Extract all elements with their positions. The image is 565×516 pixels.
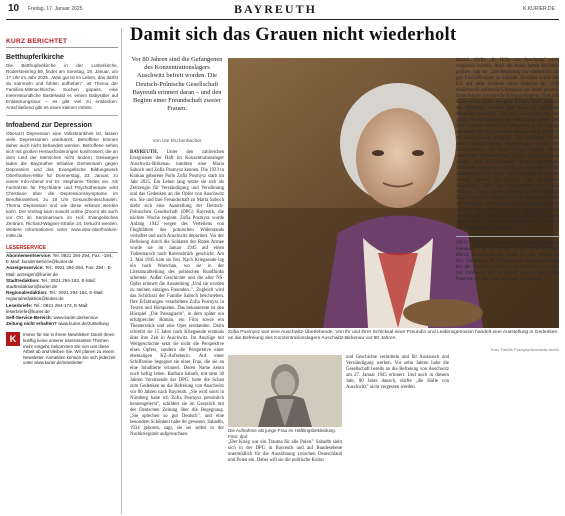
article-headline: Damit sich das Grauen nicht wiederholt <box>130 25 457 45</box>
news-item-heading: Betthupferlkirche <box>6 54 64 61</box>
article-column <box>130 150 224 512</box>
article-column: „Der Krieg war ein Trauma für alle Polen." Sabadth sieht sich in der DPG in Bayreuth und auf Bundesebene unermüdlich für die Aussöhnung zwischen Deutschland und Polen ein. Dabei will sie die politische Kultur <box>228 440 342 463</box>
sidebar <box>6 22 118 514</box>
historical-photo-illustration <box>228 355 342 427</box>
historical-photo-credit: Foto: dpd <box>228 433 248 439</box>
news-item-heading: Infoabend zur Depression <box>6 122 92 129</box>
service-list <box>6 253 118 327</box>
kurier-logo-icon: K <box>6 332 20 346</box>
historical-photo <box>228 355 342 427</box>
service-line: Regionalredaktion: Tel.: 0921 294-164, E-Mail: regionalredaktion@kurier.de <box>6 290 104 302</box>
historical-photo-caption: Die Aufnahme als junge Frau im Häftlingsbekleidung. Foto: dpd <box>228 428 337 439</box>
article-byline: Von Ute Eschenbacher <box>152 139 202 144</box>
column-divider <box>121 28 122 514</box>
dateline: BAYREUTH. <box>130 150 158 155</box>
article-column: und Geschichte vermitteln und für Austausch und Verständigung werben. Vor zehn Jahren habe die Gesellschaft bereits an die Befreiung von Auschwitz am 27. Januar 1945 erinnert. Und auch in diesem Jahr, 80 Jahre danach, dürfte „die Hölle von Auschwitz" nicht vergessen werden. <box>346 355 449 390</box>
header-url[interactable]: K.KURIER.DE <box>523 6 555 12</box>
info-box-text: INFO. „Und sie wurden zu meinen einzigen Freunden..", bis 24. Januar, 18 Uhr, Stadtbibliothek RW21, Richard-Wagner-Straße 21. Der Eintritt ist frei. Führungen für Schulklassen nach Anmeldung bei der Deutsch-Polnischen Gesellschaft Bayreuth. Zur Eröffnung spricht Leszek Szuster über Zofia Posmysz und die Geschichte der Ausstellung. <box>456 241 559 282</box>
article-body-text: danach, dürfte „die Hölle von Auschwitz" nicht vergessen werden. Auch die Polen hatten furchtbar gelitten, sagt sie. „Die Besatzung war schrecklich. Es gab Erschießungen, so Sabadth. Errichtet wurde das KZ auf dem Gelände einer Kaserne im 1940 zunächst für politische Gefangene aus Polen genutzt. Dann folgten sowjetische Kriegsgefangene, Sinti und Roma sowie Juden aus ganz Europa. Nach Wunsch der Historiker wurden dort etwa 1,1 Millionen Menschen ermordet. Das KZ Auschwitz war das größte Vernichtungslager der Nationalsozialisten. Bei ihrer Ankunft wurden die Menschen an der Rampe selektiert: Wer nicht arbeiten konnte, wurde direkt in die Gaskammern geschickt. Die Häftlinge lebten unter unmenschlichen Bedingungen. Unter den Überlebenden war auch Marta Saboch, deren Geschichte die Ausstellung erzählt. Die Ausstellung wurde vom Internationalen Begegnungszentrum Oświęcim konzipiert und ist in Bayreuth in der Stadtbibliothek zu sehen. Der langjährige IBS-Leiter Leszek Szuster ist Kurator der Bayreuther Ausstellung über den Briefwechsel von Zofia Posmysz. Diese wurde bereits in Krakau gezeigt. Ergänzt wird die Schau durch ein Begleitprogramm mit Vorträgen und Führungen für Schulklassen. Ziel sei es, die Erinnerung an das Geschehene wachzuhalten, betont Sabadth. Junge Menschen sollen erfahren, was damals geschehen ist, damit sich das Grauen nicht wiederholt. <box>456 58 559 231</box>
news-item-text: Oberarzt Depression eine Volkskrankheit ist, lassen viele Depressionen unerkannt, Betroffene können daher auch nicht behandelt werden. Betroffene sehen sich mit großen Herausforderungen konfrontiert, die an dem Leid der Menschen nicht ändern. Deswegen laden die Bayreuther Initiative Gemeinsam gegen Depression und das Evangelische Bildungswerk Oberfranken-Mitte für Donnerstag, 23. Januar, zu einem Info-Abend mit Dr. Stephanie Tiedes ein. Als Fachärztin für Psychiatrie und Psychotherapie wird Christiane über die Depressionssymptome im Berufskrankheit, zu 19 Uhr Gesundheitsschaulen. Thema Depression und wie diese erkannt werden kann. Der Vortrag kann sowohl online (Zoom) als auch vor Ort im Seminarraum im Hof, Evangelisches Zentrum, Richard-Wagner-Straße 24, besucht werden. Weitere Informationen unter www.ebw-oberfranken-mitte.de. <box>6 131 118 238</box>
section-title: BAYREUTH <box>234 2 317 16</box>
newsletter-promo-text: Immer für Sie in Ihrem Newsletter! Damit Ihnen künftig keine unserer interessanten Themen mehr entgeht, bekommen Sie von uns diese Arbeit ab und bleiben Sie. Wir planen zu einem Newsletter. Anmelden können Sie sich jederzeit unter www.kurier.de/newsletter <box>23 332 116 366</box>
leserservice-title: LESERSERVICE <box>6 245 118 253</box>
service-line: Abonnementservice: Tel. 0921 294-294, Fax: -194, E-Mail: kundenservice@kurier.de <box>6 253 113 265</box>
news-item-text: Die Betthupferlkirche in der Lutherkirche, Rodersteinring 89, findet am Sonntag, 19. Januar, um 17 Uhr im Jahr 2025. „Was gut ist im Leben, das darfst du sammeln und fühlen aufheben", ist Thema der Familien-Mitmachkirche. Suchen gopass, eine meereskundliche Bastelwald er, einem Babysitter auf Entdeckungstour – es gibt viel zu entdecken. Anschließend gibt es einen kleinen Imbiss. <box>6 63 118 110</box>
newsletter-promo[interactable] <box>6 332 118 366</box>
service-line: Anzeigenservice: Tel.: 0921 294-294, Fax: 294-. E-Mail: anzeigen@kurier.de <box>6 265 113 277</box>
page-number: 10 <box>8 3 20 14</box>
service-line: Stadtredaktion: Tel.: 0921 294-163, E-Mail: stadtredaktion@kurier.de <box>6 277 96 290</box>
divider <box>456 236 559 237</box>
article-deck: Vor 80 Jahren sind die Gefangenen des Konzentrationslagers Auschwitz befreit worden. Die Deutsch-Polnische Gesellschaft Bayreuth erinnert daran – und den Beginn einer Freundschaft zweier Frauen. <box>131 56 223 113</box>
service-line: Leserbriefe: Tel.: 0921 294-173, E-Mail: leserbriefe@kurier.de <box>6 302 89 314</box>
article-body-text: Unter den zahlreichen Ereignissen der Haft im Konzentrationslager Auschwitz-Birkenau inmitten eine Maria Saboch und Zofia Posmysz kennen. Die 1923 in Krakau geborene Polin Zofia Posmysz starb im Jahr 2025. Ein Leben lang setzte sie sich als Zeitzeugin für Verständigung und Versöhnung und das Gedenken an die Opfer von Auschwitz ein. Sie und ihre Freundschaft zu Marta Saboch dreht sich eine Ausstellung der Deutsch-Polnischen Gesellschaft (DPG) Bayreuth, die nächste Woche beginnt. Zofia Posmysz wurde Anfang 1942 wegen des Verteilens von Flugblättern des polnischen Widerstands verhaftet und nach Auschwitz deportiert. Vor der Befreiung durch die Soldaten der Roten Armee wurde sie im Januar 1945 auf einen Todesmarsch nach Ravensbrück geschickt. Am 2. Mai 1945 kam sie frei. Nach Kriegsende lag ein nach Warschau, wo sie in der Literaturabteilung des polnischen Rundfunks arbeitete. Außer Geschichte und die aller NS-Opfer erinnert die Ausstellung „Und sie wurden zu meinen einzigen Freunden..". Zugleich wird das Schicksal der Familie Saboch beschrieben. Ihre Erfahrungen verarbeitete Zofia Posmysz in Texten und Hörspielen. Das bekannteste ist den Hörspiel „Die Passagierin", in dem später ein erfolgreicher Roman, ein Film sowie ein Theaterstück und eine Oper entstanden. Darin schreibt sie 15 Jahre nach Kriegsende erstmals über ihre Zeit in Auschwitz. Im Auszüge mit Weltgeschichte setzt sie nicht die Perspektive eines Opfers, sondern die Perspektive einer ehemaligen KZ-Aufseherin. Auf einer Schiffsreise begegnet sie einer Frau, die sie an eine Inhaftierte erinnert. Deren Name kennt noch heftig leben. Barbara Saboth, mit dem 30 Jahren Vorsitzende der DPG, hatte die Schau zum Gedenken an die Befreiung von Auschwitz vor 80 Jahren nach Bayreuth. „Sie wird sonst in Nürnberg habe ich Zofia Posmysz persönlich kennengelernt", schildert sie im Gespräch mit der Deutschen Zeitung über die Begegnung. „Sie sprechen so gut Deutsch", und eine besondere Schönheit habe ihr gewesen. Sabadth, 1934 geboren, sagt, sie sei selbst in der Nachkriegszeit aufgewachsen. <box>130 150 224 437</box>
service-line: Zeitung nicht erhalten? www.kurier.de/zustellung <box>6 321 109 327</box>
page-header <box>6 0 559 20</box>
article-column <box>456 58 559 508</box>
photo-credit: Foto: Familie Posmysz/Auschwitz Archiv <box>491 348 559 352</box>
kurz-berichtet-title: KURZ BERICHTET <box>6 38 118 48</box>
photo-caption: Zofia Posmysz war eine Auschwitz-Überlebende. Von ihr und ihrer Schicksal einer Freundin und Leidensgenossin handelt eine Ausstellung in Gedenken an die Befreiung des Konzentrationslagers Auschwitz-Birkenau vor 80 Jahren. <box>228 330 558 341</box>
divider <box>6 115 118 116</box>
issue-date: Freitag, 17. Januar 2025 <box>28 6 83 12</box>
service-line: Self-Service-Bereich: www.kurier.de/service <box>6 315 98 321</box>
